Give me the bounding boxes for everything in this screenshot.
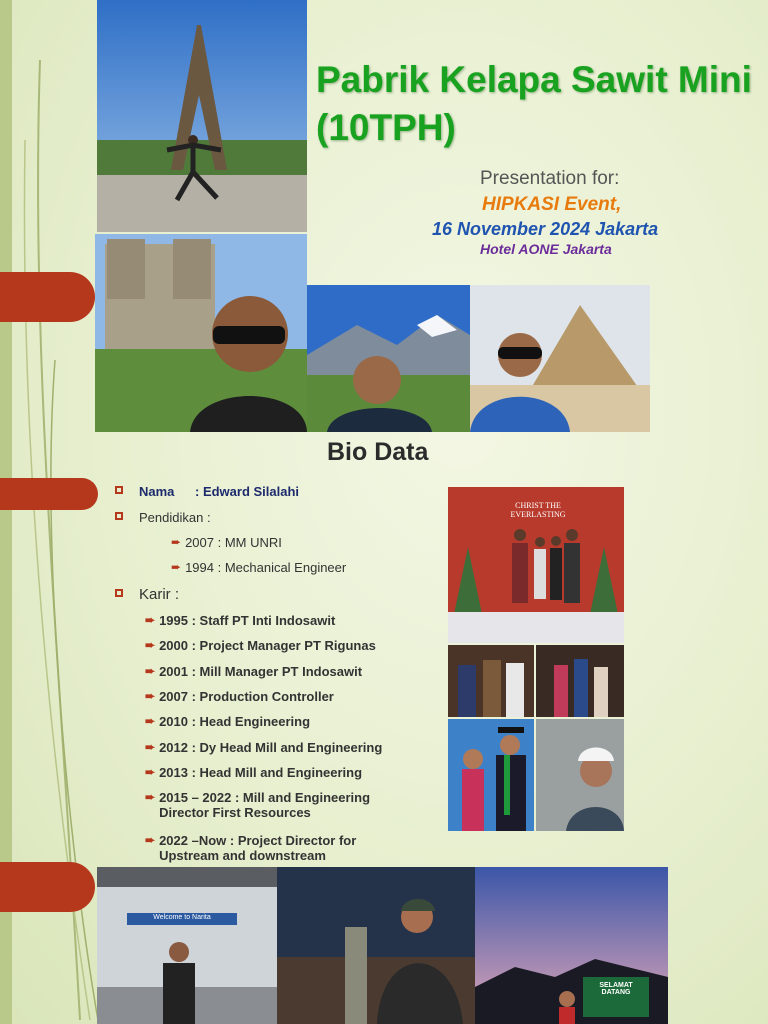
event-venue: Hotel AONE Jakarta (480, 241, 612, 257)
bio-pendidikan (115, 510, 211, 525)
airport-sign-text: Welcome to Narita (153, 914, 211, 921)
arrow-bullet-icon: ➨ (171, 535, 182, 549)
bio-data-heading: Bio Data (327, 438, 429, 466)
list-item: ➨ 1995 : Staff PT Inti Indosawit (145, 613, 336, 628)
photo-worker-helmet (536, 719, 624, 831)
arrow-bullet-icon: ➨ (145, 740, 156, 754)
list-item: ➨ 2000 : Project Manager PT Rigunas (145, 638, 376, 653)
bio-karir (115, 586, 179, 603)
list-item: ➨ 2013 : Head Mill and Engineering (145, 765, 363, 780)
list-item: ➨ 2015 – 2022 : Mill and Engineering Director First Resources (145, 790, 371, 820)
list-item: ➨ 2007 : Production Controller (145, 689, 334, 704)
photo-alps (307, 285, 470, 432)
selamat-datang-text: SELAMAT DATANG (599, 982, 633, 996)
list-item: ➨ 2022 –Now : Project Director for Upstream and downstream (145, 833, 357, 863)
arrow-bullet-icon: ➨ (145, 638, 156, 652)
arrow-bullet-icon: ➨ (171, 560, 182, 574)
decorative-tab-top (0, 272, 95, 322)
presentation-for-label: Presentation for: (480, 168, 620, 189)
nama-label: Nama (139, 484, 175, 499)
list-item: ➨ 2010 : Head Engineering (145, 714, 311, 729)
photo-graduation (448, 719, 534, 831)
arrow-bullet-icon: ➨ (145, 833, 156, 847)
photo-eiffel-tower (97, 0, 307, 232)
pendidikan-label: Pendidikan : (139, 510, 211, 525)
arrow-bullet-icon: ➨ (145, 613, 156, 627)
decorative-tab-bottom (0, 862, 95, 912)
arrow-bullet-icon: ➨ (145, 765, 156, 779)
photo-notre-dame (95, 234, 307, 432)
arrow-bullet-icon: ➨ (145, 790, 156, 804)
list-item: ➨ 2012 : Dy Head Mill and Engineering (145, 740, 383, 755)
photo-mountain-summit (277, 867, 475, 1024)
list-item: ➨ 1994 : Mechanical Engineer (171, 560, 347, 575)
arrow-bullet-icon: ➨ (145, 664, 156, 678)
photo-airport (97, 867, 277, 1024)
photo-pyramid (470, 285, 650, 432)
photo-ceremony-1 (448, 645, 534, 717)
event-date: 16 November 2024 Jakarta (432, 219, 659, 239)
square-bullet-icon (115, 512, 123, 520)
photo-sunset-sign (475, 867, 668, 1024)
arrow-bullet-icon: ➨ (145, 689, 156, 703)
event-name: HIPKASI Event, (482, 194, 622, 215)
square-bullet-icon (115, 589, 123, 597)
list-item: ➨ 2007 : MM UNRI (171, 535, 282, 550)
decorative-tab-middle (0, 478, 98, 510)
nama-value: : Edward Silalahi (195, 484, 300, 499)
christmas-banner-text: CHRIST THE EVERLASTING (510, 501, 566, 519)
list-item: ➨ 2001 : Mill Manager PT Indosawit (145, 664, 363, 679)
photo-christmas-family (448, 487, 624, 643)
photo-ceremony-2 (536, 645, 624, 717)
bio-nama (115, 484, 299, 499)
square-bullet-icon (115, 486, 123, 494)
karir-label: Karir : (139, 586, 180, 603)
page-title: Pabrik Kelapa Sawit Mini (10TPH) (316, 59, 752, 148)
arrow-bullet-icon: ➨ (145, 714, 156, 728)
